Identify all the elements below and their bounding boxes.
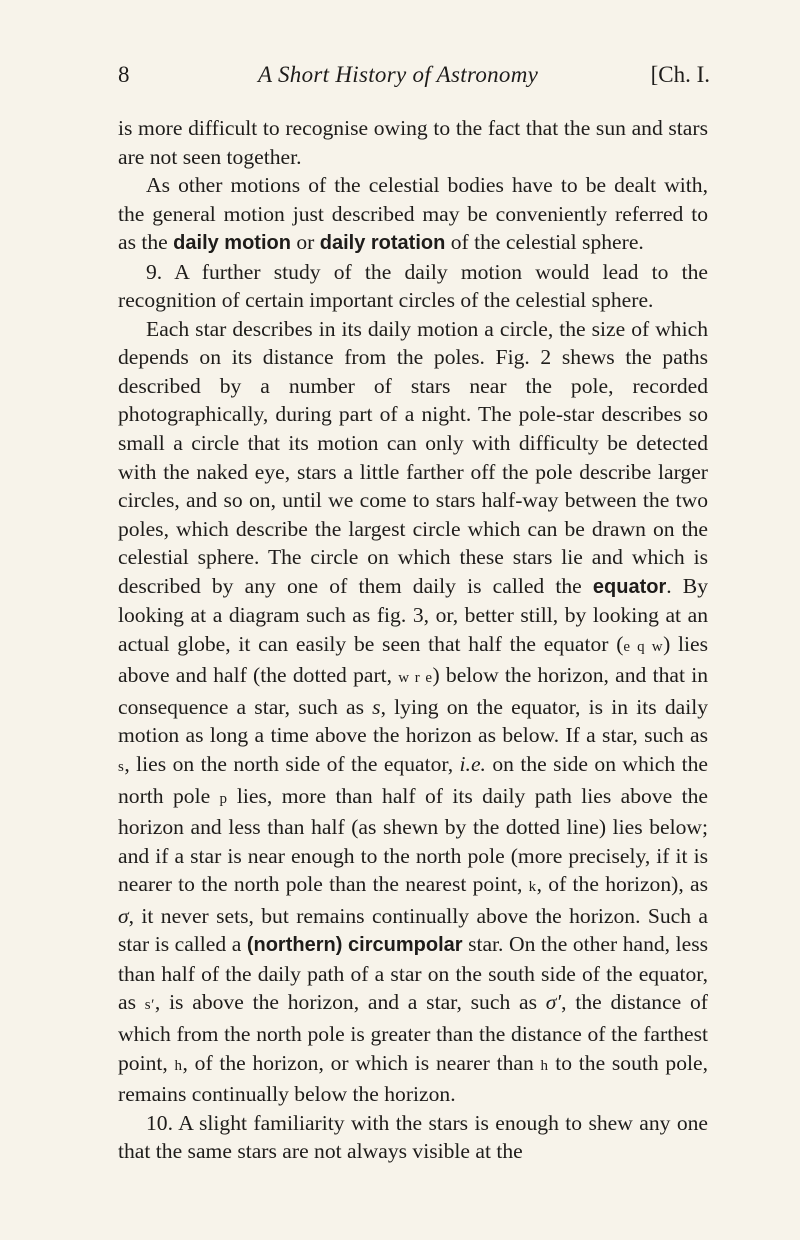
paragraph-continuation: is more difficult to recognise owing to the fact that the sun and stars are not seen together. [118,116,708,169]
paragraph-section-10: 10. A slight familiarity with the stars is enough to shew any one that the same stars are not always visible at the [118,1110,708,1164]
term-circumpolar: (northern) circumpolar [246,934,463,957]
term-daily-rotation: daily rotation [319,232,446,255]
paragraph-daily-motion: As other motions of the celestial bodies have to be dealt with, the general motion just described may be conveniently referred to as the daily motion or daily rotation of the celestial sphere. [118,173,708,255]
term-daily-motion: daily motion [173,232,291,255]
page-number: 8 [118,62,130,87]
running-title: A Short History of Astronomy [258,62,539,87]
paragraph-section-9: 9. A further study of the daily motion would lead to the recognition of certain important circles of the celestial sphere. [118,259,708,313]
paragraph-equator: Each star describes in its daily motion a circle, the size of which depends on its distance from the poles. Fig. 2 shews the paths described by a number of stars near the pole, recorded photographically, during part of a night. The pole-star describes so small a circle that its motion can only with difficulty be detected with the naked eye, stars a little farther off the pole describe larger circles, and so on, until we come to stars half-way between the two poles, which describe the largest circle which can be drawn on the celestial sphere. The circle on which these stars lie and which is described by any one of them daily is called the equator. By looking at a diagram such as fig. 3, or, better still, by looking at an actual globe, it can easily be seen that half the equator (e q w) lies above and half (the dotted part, w r e) below the horizon, and that in consequence a star, such as s, lying on the equator, is in its daily motion as long a time above the horizon as below. If a star, such as s, lies on the north side of the equator, i.e. on the side on which the north pole p lies, more than half of its daily path lies above the horizon and less than half (as shewn by the dotted line) lies below; and if a star is near enough to the north pole (more precisely, if it is nearer to the north pole than the nearest point, k, of the horizon), as σ, it never sets, but remains continually above the horizon. Such a star is called a (northern) circumpolar star. On the other hand, less than half of the daily path of a star on the south side of the equator, as s′, is above the horizon, and a star, such as σ′, the distance of which from the north pole is greater than the distance of the farthest point, h, of the horizon, or which is nearer than h to the south pole, remains continually below the horizon. [118,316,709,1107]
term-equator: equator [592,575,667,598]
running-header [118,62,710,92]
chapter-reference: [Ch. I. [650,62,710,87]
body-text [118,114,708,1166]
